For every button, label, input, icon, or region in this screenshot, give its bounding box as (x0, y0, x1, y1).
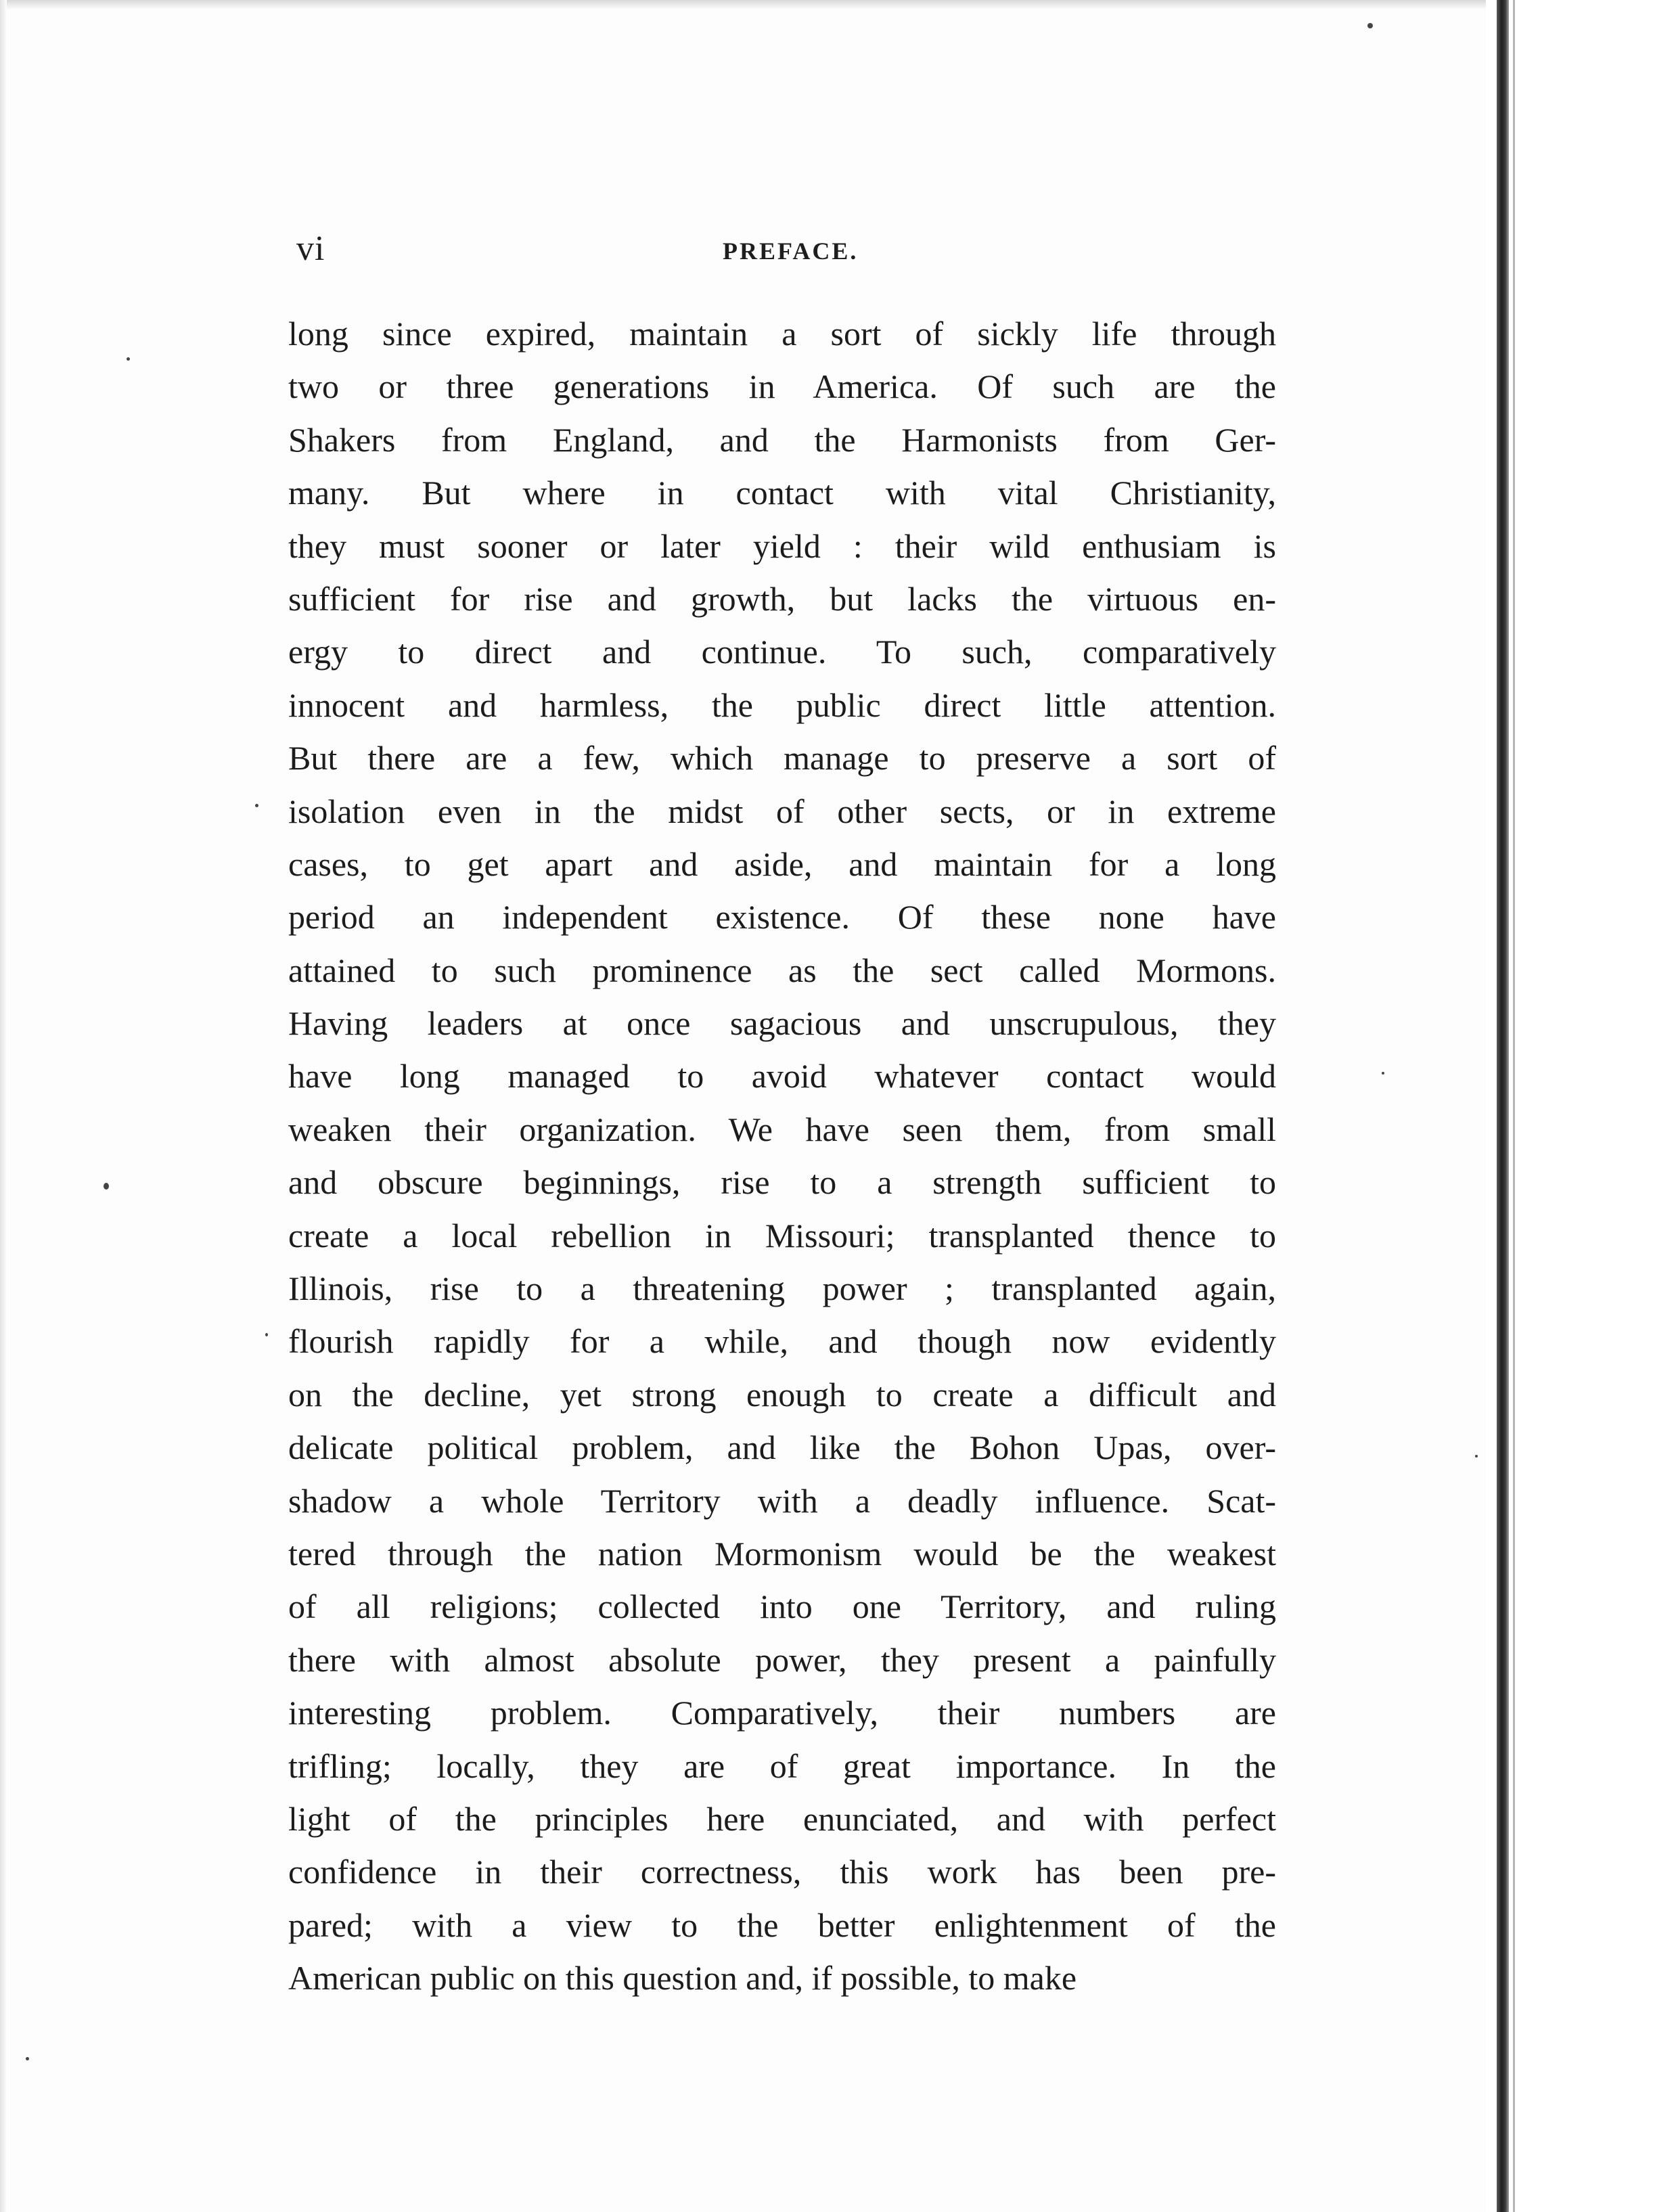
page-left-edge (0, 0, 7, 2212)
text-line: Shakers from England, and the Harmonists from Ger- (288, 420, 1276, 459)
text-line: Having leaders at once sagacious and unscrupulous, they (288, 1004, 1276, 1043)
text-line: weaken their organization. We have seen them, from small (288, 1110, 1276, 1148)
text-line: interesting problem. Comparatively, their numbers are (288, 1694, 1276, 1732)
text-line: tered through the nation Mormonism would be the weakest (288, 1534, 1276, 1573)
text-line: flourish rapidly for a while, and though now evidently (288, 1322, 1276, 1361)
text-line: innocent and harmless, the public direct little attention. (288, 685, 1276, 724)
text-line: delicate political problem, and like the Bohon Upas, over- (288, 1428, 1276, 1467)
text-line: confidence in their correctness, this work has been pre- (288, 1853, 1276, 1891)
page-number: vi (296, 229, 325, 268)
text-line: American public on this question and, if possible, to make (288, 1959, 1077, 1997)
text-line: on the decline, yet strong enough to create a difficult and (288, 1375, 1276, 1414)
speck (127, 357, 130, 361)
text-line: and obscure beginnings, rise to a strength sufficient to (288, 1163, 1276, 1202)
text-line: have long managed to avoid whatever contact would (288, 1057, 1276, 1096)
speck (104, 1183, 109, 1190)
speck (265, 1333, 268, 1336)
text-line: light of the principles here enunciated, and with perfect (288, 1799, 1276, 1838)
binding-shadow (1497, 0, 1509, 2212)
text-line: create a local rebellion in Missouri; transplanted thence to (288, 1216, 1276, 1255)
speck (1367, 23, 1373, 28)
text-line: they must sooner or later yield : their wild enthusiam is (288, 526, 1276, 565)
text-line: attained to such prominence as the sect called Mormons. (288, 951, 1276, 989)
binding-edge (1513, 0, 1515, 2212)
text-line: many. But where in contact with vital Christianity, (288, 474, 1276, 512)
speck (1475, 1455, 1478, 1458)
text-line: trifling; locally, they are of great importance. In the (288, 1746, 1276, 1785)
text-line: ergy to direct and continue. To such, comparatively (288, 633, 1276, 671)
text-line: period an independent existence. Of these none have (288, 898, 1276, 936)
text-line: cases, to get apart and aside, and maintain for a long (288, 844, 1276, 883)
page-header (296, 229, 1272, 276)
speck (26, 2057, 29, 2060)
text-line: But there are a few, which manage to preserve a sort of (288, 739, 1276, 777)
body-text (288, 307, 1276, 2005)
text-line: Illinois, rise to a threatening power ; transplanted again, (288, 1269, 1276, 1308)
text-line: pared; with a view to the better enlightenment of the (288, 1905, 1276, 1944)
speck (255, 804, 258, 807)
running-head: PREFACE. (723, 238, 859, 265)
page-top-edge (0, 0, 1676, 9)
text-line: shadow a whole Territory with a deadly influence. Scat- (288, 1481, 1276, 1520)
speck (1382, 1072, 1384, 1075)
text-line: two or three generations in America. Of such are the (288, 367, 1276, 406)
text-line: sufficient for rise and growth, but lacks the virtuous en- (288, 579, 1276, 618)
text-line: of all religions; collected into one Territory, and ruling (288, 1587, 1276, 1626)
text-line: isolation even in the midst of other sects, or in extreme (288, 792, 1276, 830)
text-line: there with almost absolute power, they present a painfully (288, 1640, 1276, 1679)
text-line: long since expired, maintain a sort of sickly life through (288, 315, 1276, 353)
